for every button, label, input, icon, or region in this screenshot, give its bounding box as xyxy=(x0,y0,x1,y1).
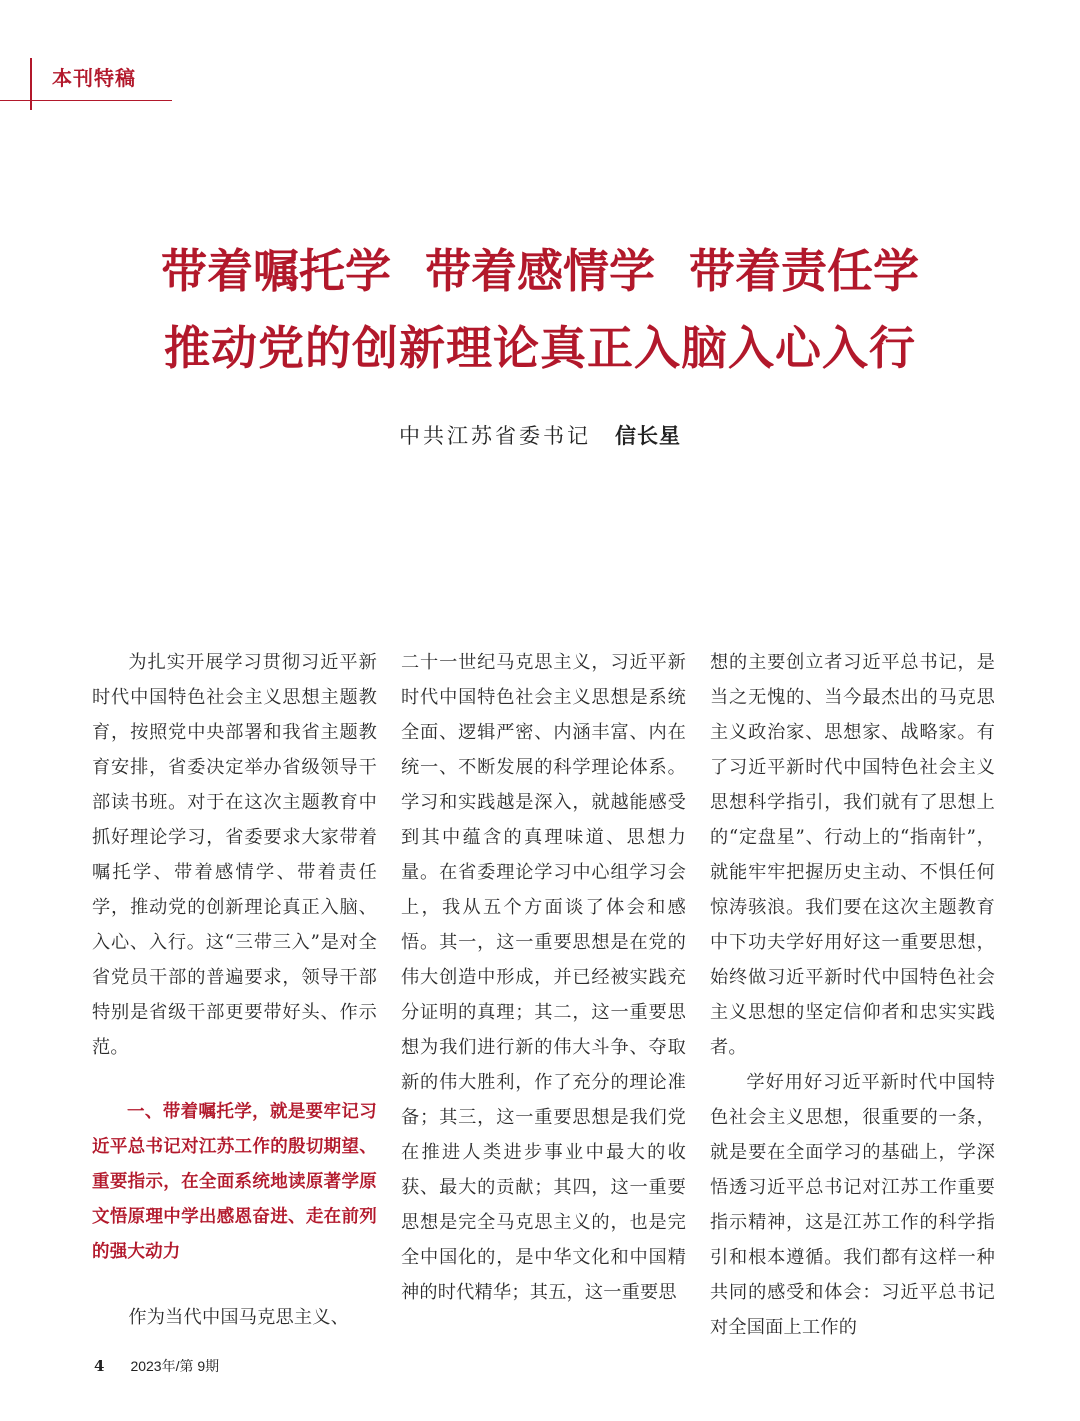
title-line-1 xyxy=(0,241,1080,301)
section-tag xyxy=(30,58,172,110)
page-number: 4 xyxy=(94,1357,105,1375)
body-paragraph: 想的主要创立者习近平总书记，是当之无愧的、当今最杰出的马克思主义政治家、思想家、战略家。有了习近平新时代中国特色社会主义思想科学指引，我们就有了思想上的“定盘星”、行动上的“指南针”，就能牢牢把握历史主动、不惧任何惊涛骇浪。我们要在这次主题教育中下功夫学好用好这一重要思想，始终做习近平新时代中国特色社会主义思想的坚定信仰者和忠实实践者。 xyxy=(710,652,995,1058)
text-column-2 xyxy=(401,645,686,1310)
page-footer xyxy=(94,1356,219,1376)
intro-paragraph: 为扎实开展学习贯彻习近平新时代中国特色社会主义思想主题教育，按照党中央部署和我省主题教育安排，省委决定举办省级领导干部读书班。对于在这次主题教育中抓好理论学习，省委要求大家带着嘱托学、带着感情学、带着责任学，推动党的创新理论真正入脑、入心、入行。这“三带三入”是对全省党员干部的普遍要求，领导干部特别是省级干部更要带好头、作示范。 xyxy=(92,652,377,1058)
title-part-3: 带着责任学 xyxy=(689,244,919,298)
issue-label: 2023年/第 9期 xyxy=(130,1358,220,1374)
author-name: 信长星 xyxy=(615,424,681,448)
title-part-1: 带着嘱托学 xyxy=(161,244,391,298)
section-tag-bar xyxy=(30,58,32,110)
section-tag-rule xyxy=(0,100,172,101)
text-column-1 xyxy=(92,645,377,1335)
byline xyxy=(0,420,1080,450)
text-column-3 xyxy=(710,645,995,1345)
section-label: 本刊特稿 xyxy=(52,66,136,90)
body-paragraph: 二十一世纪马克思主义，习近平新时代中国特色社会主义思想是系统全面、逻辑严密、内涵丰富、内在统一、不断发展的科学理论体系。学习和实践越是深入，就越能感受到其中蕴含的真理味道、思想力量。在省委理论学习中心组学习会上，我从五个方面谈了体会和感悟。其一，这一重要思想是在党的伟大创造中形成，并已经被实践充分证明的真理；其二，这一重要思想为我们进行新的伟大斗争、夺取新的伟大胜利，作了充分的理论准备；其三，这一重要思想是我们党在推进人类进步事业中最大的收获、最大的贡献；其四，这一重要思想是完全马克思主义的，也是完全中国化的，是中华文化和中国精神的时代精华；其五，这一重要思 xyxy=(401,652,686,1303)
body-paragraph: 学好用好习近平新时代中国特色社会主义思想，很重要的一条，就是要在全面学习的基础上，学深悟透习近平总书记对江苏工作重要指示精神，这是江苏工作的科学指引和根本遵循。我们都有这样一种共同的感受和体会：习近平总书记对全国面上工作的 xyxy=(710,1072,995,1338)
title-part-2: 带着感情学 xyxy=(425,244,655,298)
author-organization: 中共江苏省委书记 xyxy=(399,424,591,448)
section-heading-1: 一、带着嘱托学，就是要牢记习近平总书记对江苏工作的殷切期望、重要指示，在全面系统地读原著学原文悟原理中学出感恩奋进、走在前列的强大动力 xyxy=(92,1102,377,1262)
body-paragraph: 作为当代中国马克思主义、 xyxy=(128,1307,350,1328)
title-line-2: 推动党的创新理论真正入脑入心入行 xyxy=(164,321,916,375)
